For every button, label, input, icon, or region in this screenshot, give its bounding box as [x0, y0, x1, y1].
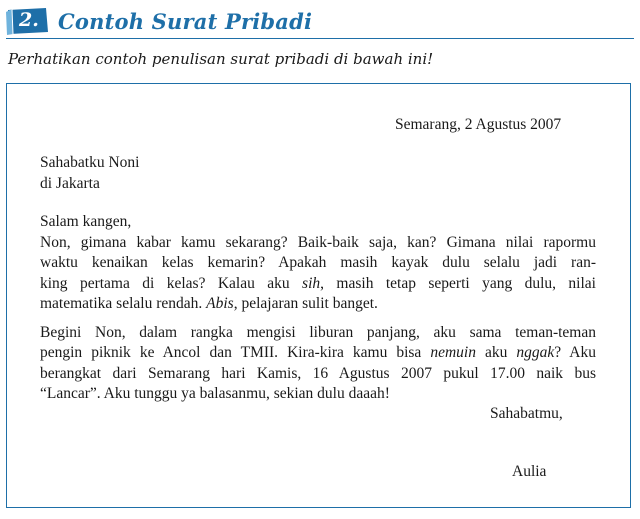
body-line — [40, 294, 596, 315]
italic-word-nggak: nggak — [516, 344, 555, 361]
instruction-text: Perhatikan contoh penulisan surat pribadi di bawah ini! — [8, 50, 434, 68]
text-segment: , pelajaran sulit banget. — [233, 295, 378, 312]
body-line: Non, gimana kabar kamu sekarang? Baik-baik saja, kan? Gimana nilai rapormu — [40, 233, 596, 251]
body-line: berangkat dari Semarang hari Kamis, 16 Agustus 2007 pukul 17.00 naik bus — [40, 364, 596, 382]
letter-body — [40, 212, 596, 405]
letter-addressee — [40, 153, 139, 194]
section-number: 2. — [19, 9, 39, 31]
text-segment: pengin piknik ke Ancol dan TMII. Kira-kira kamu bisa — [40, 344, 431, 361]
addressee-location: di Jakarta — [40, 174, 100, 192]
text-segment: king pertama di kelas? Kalau aku — [40, 274, 303, 292]
letter-closing: Sahabatmu, — [490, 405, 563, 422]
text-segment: , masih tetap seperti yang dulu, nilai — [320, 274, 596, 292]
heading-rule — [6, 38, 634, 39]
italic-word-nemuin: nemuin — [430, 344, 476, 361]
addressee-name: Sahabatku Noni — [40, 154, 140, 171]
section-number-badge — [4, 6, 50, 36]
text-segment: aku — [475, 344, 517, 361]
letter-signature: Aulia — [512, 463, 547, 480]
italic-word-abis: Abis — [206, 295, 234, 312]
italic-word-sih: sih — [302, 274, 321, 292]
section-heading — [4, 6, 312, 36]
text-segment: ? Aku — [554, 344, 596, 361]
body-line — [40, 274, 596, 295]
body-line: Begini Non, dalam rangka mengisi liburan panjang, aku sama teman-teman — [40, 323, 596, 341]
greeting: Salam kangen, — [40, 213, 132, 230]
body-line: waktu kenaikan kelas kemarin? Apakah masih kayak dulu selalu jadi ran- — [40, 254, 596, 271]
letter-date: Semarang, 2 Agustus 2007 — [395, 116, 562, 133]
body-line — [40, 343, 596, 364]
text-segment: matematika selalu rendah. — [40, 295, 207, 312]
paragraph-2 — [40, 323, 596, 405]
body-line: “Lancar”. Aku tunggu ya balasanmu, sekian dulu daaah! — [40, 385, 390, 402]
paragraph-1 — [40, 212, 596, 315]
section-title: Contoh Surat Pribadi — [58, 8, 313, 34]
